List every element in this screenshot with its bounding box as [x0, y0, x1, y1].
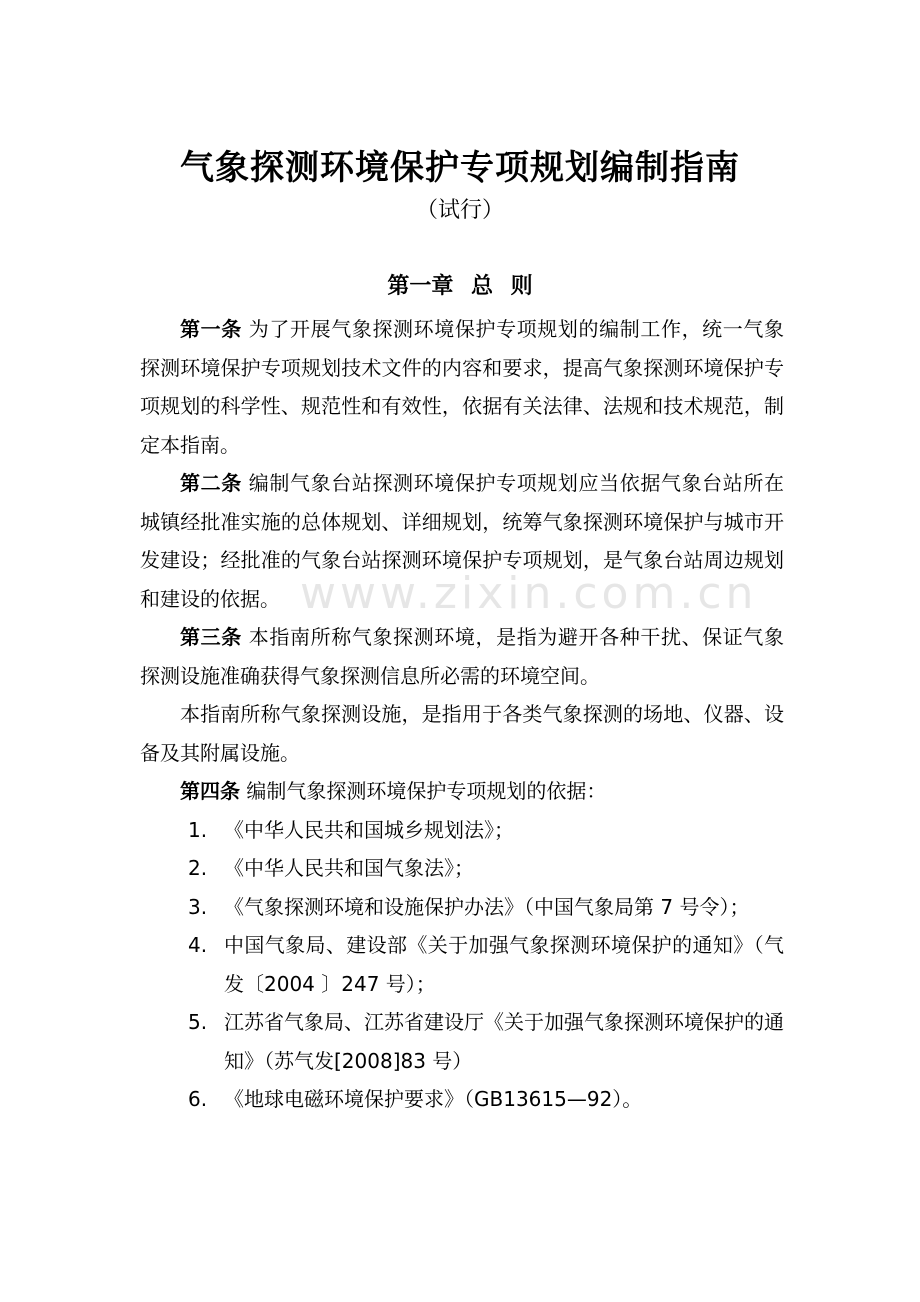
list-number: 5.: [188, 1010, 208, 1034]
article-label: 第四条: [180, 779, 240, 803]
article-text: 本指南所称气象探测设施，是指用于各类气象探测的场地、仪器、设备及其附属设施。: [140, 702, 784, 765]
list-text: 《气象探测环境和设施保护办法》（中国气象局第 7 号令）；: [224, 894, 750, 919]
article-4: [140, 772, 784, 811]
article-text: 本指南所称气象探测环境，是指为避开各种干扰、保证气象探测设施准确获得气象探测信息所必需的环境空间。: [140, 625, 785, 688]
article-1: [140, 310, 784, 464]
list-text: 中国气象局、建设部《关于加强气象探测环境保护的通知》（气发〔2004 〕247 号）；: [224, 933, 784, 996]
list-text: 《中华人民共和国城乡规划法》；: [224, 817, 514, 842]
basis-list: [140, 811, 784, 1119]
document-title: 气象探测环境保护专项规划编制指南: [180, 148, 740, 188]
list-item: [140, 849, 784, 888]
article-label: 第三条: [180, 625, 242, 649]
list-item: [140, 811, 784, 850]
list-item: [140, 888, 784, 927]
list-number: 1.: [188, 817, 208, 842]
article-label: 第一条: [180, 317, 242, 341]
chapter-heading: 第一章 总 则: [387, 274, 533, 299]
document-body: [140, 310, 784, 1119]
article-text: 为了开展气象探测环境保护专项规划的编制工作，统一气象探测环境保护专项规划技术文件的内容和要求，提高气象探测环境保护专项规划的科学性、规范性和有效性，依据有关法律、法规和技术规范，制定本指南。: [140, 317, 785, 457]
list-text: 《地球电磁环境保护要求》（GB13615—92）。: [224, 1087, 643, 1111]
list-number: 3.: [188, 894, 208, 919]
article-3: [140, 618, 784, 695]
list-number: 2.: [188, 856, 208, 880]
article-3-continued: [140, 695, 784, 772]
list-number: 6.: [188, 1087, 208, 1111]
list-item: [140, 1003, 784, 1080]
watermark: www.zixin.com.cn: [300, 568, 758, 619]
article-label: 第二条: [180, 471, 242, 495]
list-text: 《中华人民共和国气象法》；: [224, 856, 474, 880]
list-number: 4.: [188, 933, 208, 957]
article-text: 编制气象台站探测环境保护专项规划应当依据气象台站所在城镇经批准实施的总体规划、详细规划，统筹气象探测环境保护与城市开发建设；经批准的气象台站探测环境保护专项规划，是气象台站周边规划和建设的依据。: [140, 471, 785, 611]
list-item: [140, 1080, 784, 1119]
article-2: [140, 464, 784, 618]
document-subtitle: （试行）: [415, 198, 504, 223]
list-text: 江苏省气象局、江苏省建设厅《关于加强气象探测环境保护的通知》（苏气发[2008]83 号）: [224, 1010, 784, 1073]
list-item: [140, 926, 784, 1003]
article-text: 编制气象探测环境保护专项规划的依据：: [240, 779, 607, 803]
